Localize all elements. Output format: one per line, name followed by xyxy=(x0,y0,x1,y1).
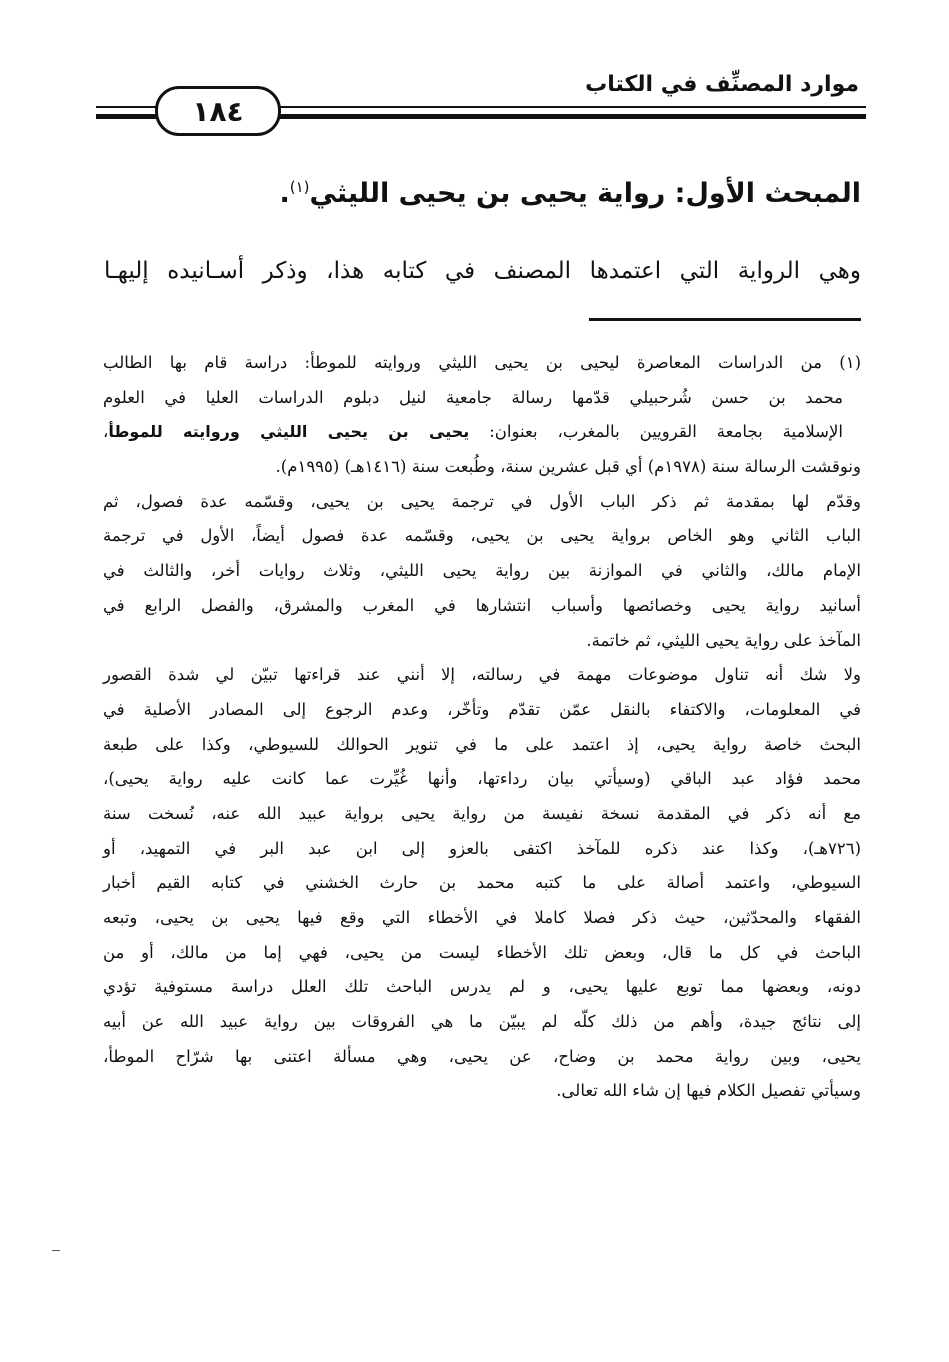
footnote-reference: (١) xyxy=(289,178,310,196)
footnote-line: الإمام مالك، والثاني في الموازنة بين رواية يحيى الليثي، وثلاث روايات أخر، والثالث في xyxy=(103,561,861,581)
footnote-line: إلى نتائج جيدة، وأهم من ذلك كلّه لم يبيّن ما هي الفروقات بين رواية عبيد الله عن أبيه xyxy=(103,1012,861,1032)
footnotes xyxy=(103,346,861,1109)
footnote-line: الباب الثاني وهو الخاص برواية يحيى بن يحيى، وقسّمه عدة فصول أيضاً، الأول في ترجمة xyxy=(103,526,861,546)
footnote-line xyxy=(103,415,861,450)
body-text-line: وهي الرواية التي اعتمدها المصنف في كتابه هذا، وذكر أسـانيده إليهـا xyxy=(104,258,861,284)
footnote-line: محمد فؤاد عبد الباقي (وسيأتي بيان رداءتها، وأنها غُيِّرت عما كانت عليه رواية يحيى)، xyxy=(103,769,861,789)
running-header-title: موارد المصنِّف في الكتاب xyxy=(585,72,859,97)
footnote-text: الإسلامية بجامعة القرويين بالمغرب، بعنوان: xyxy=(489,422,844,442)
footnote-separator xyxy=(589,318,861,321)
footnote-line: المآخذ على رواية يحيى الليثي، ثم خاتمة. xyxy=(586,630,861,650)
margin-mark xyxy=(52,1250,60,1251)
footnote-line: ونوقشت الرسالة سنة (١٩٧٨م) أي قبل عشرين سنة، وطُبعت سنة (١٤١٦هـ) (١٩٩٥م). xyxy=(275,457,861,477)
footnote-line: أسانيد رواية يحيى وخصائصها وأسباب انتشارها في المغرب والمشرق، والفصل الرابع في xyxy=(103,595,861,615)
footnote-line: (١) من الدراسات المعاصرة ليحيى بن يحيى الليثي وروايته للموطأ: دراسة قام بها الطالب xyxy=(103,353,861,372)
footnote-line: السيوطي، واعتمد أصالة على ما كتبه محمد بن حارث الخشني في كتابه القيم أخبار xyxy=(103,873,861,893)
section-heading-end: . xyxy=(279,178,290,209)
footnote-line: (٧٢٦هـ)، وكذا عند ذكره للمآخذ اكتفى بالعزو إلى ابن عبد البر في التمهيد، أو xyxy=(103,838,861,858)
footnote-line: الفقهاء والمحدّثين، حيث ذكر فصلا كاملا في الأخطاء التي وقع فيها يحيى بن يحيى، وتبعه xyxy=(103,908,861,927)
footnote-line: دونه، وبعضها مما توبع عليها يحيى، و لم يدرس الباحث تلك العلل دراسة مستوفية تؤدي xyxy=(103,977,861,997)
section-heading xyxy=(279,178,861,209)
footnote-line: محمد بن حسن شُرحبيلي قدّمها رسالة جامعية لنيل دبلوم الدراسات العليا في العلوم xyxy=(103,387,843,407)
footnote-line: في المعلومات، والاكتفاء بالنقل عمّن تقدّم وتأخّر، وعدم الرجوع إلى المصادر الأصلية في xyxy=(103,699,861,719)
footnote-line: وقدّم لها بمقدمة ثم ذكر الباب الأول في ترجمة يحيى بن يحيى، وقسّمه عدة فصول، ثم xyxy=(103,491,861,511)
footnote-line: يحيى، وبين رواية محمد بن وضاح، عن يحيى، وهي مسألة اعتنى بها شرّاح الموطأ، xyxy=(103,1046,861,1066)
footnote-line: وسيأتي تفصيل الكلام فيها إن شاء الله تعالى. xyxy=(556,1081,861,1101)
footnote-line: البحث خاصة رواية يحيى، إذ اعتمد على ما في تنوير الحوالك للسيوطي، وكذا على طبعة xyxy=(103,734,861,754)
page-number: ١٨٤ xyxy=(155,86,281,136)
footnote-line: الباحث في كل ما قال، وبعض تلك الأخطاء ليست من يحيى، فهي إما من مالك، أو من xyxy=(103,942,861,962)
footnote-line: ولا شك أنه تناول موضوعات مهمة في رسالته، إلا أنني عند قراءتها تبيّن لي شدة القصور xyxy=(103,665,861,685)
footnote-line: مع أنه ذكر في المقدمة نسخة نفيسة من رواية يحيى برواية عبيد الله عنه، نُسخت سنة xyxy=(103,803,861,823)
section-heading-text: المبحث الأول: رواية يحيى بن يحيى الليثي xyxy=(309,178,861,209)
footnote-text: ، xyxy=(103,422,109,442)
thesis-title: يحيى بن يحيى الليثي وروايته للموطأ xyxy=(108,422,470,442)
